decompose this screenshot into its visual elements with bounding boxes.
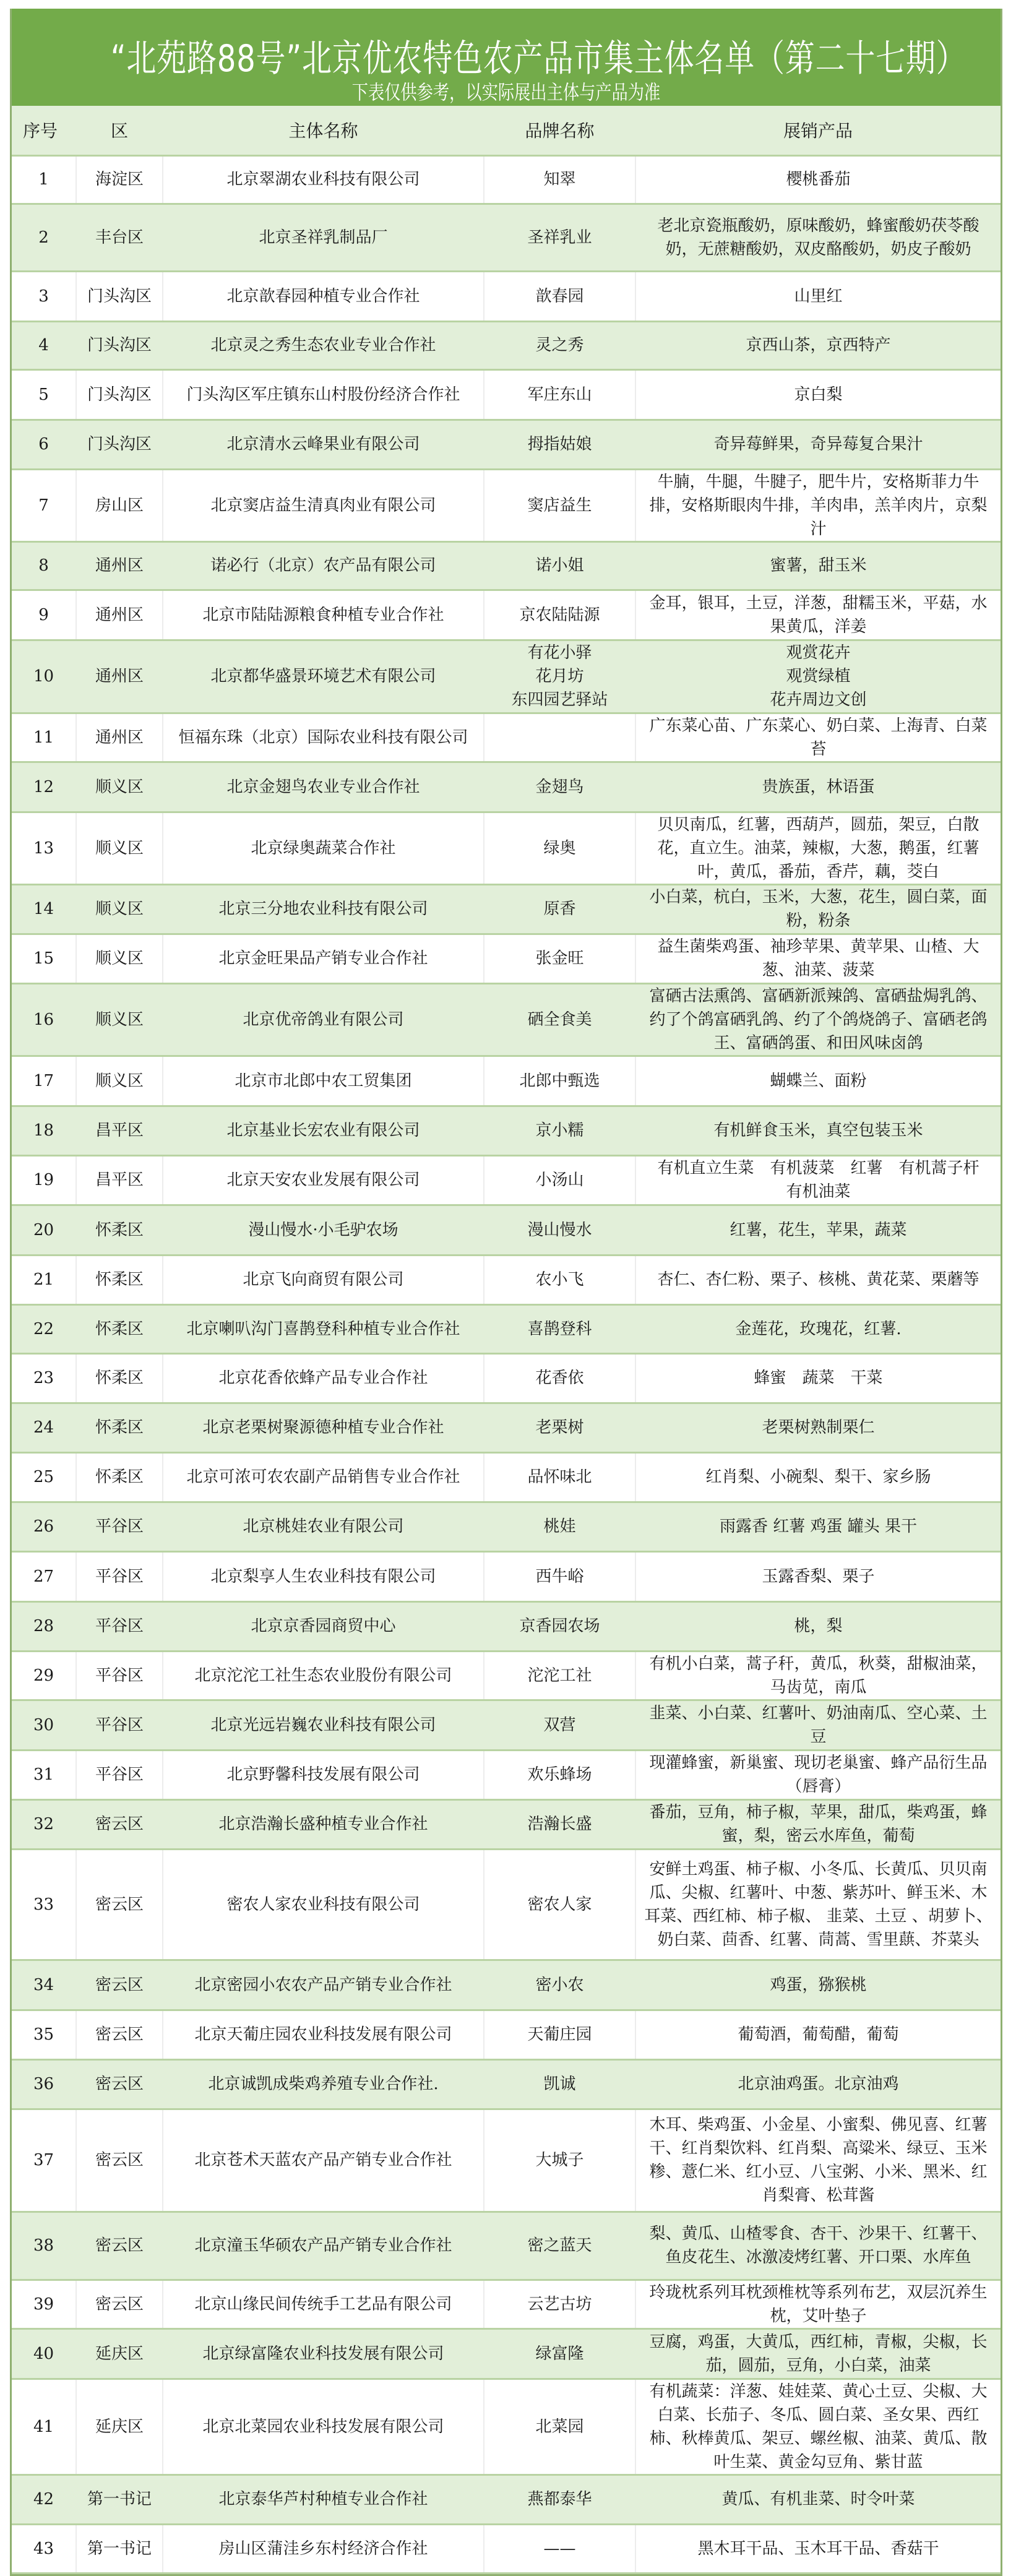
row-number: 34 xyxy=(33,1975,54,1994)
row-products: 有机小白菜，蒿子秆，黄瓜，秋葵，甜椒油菜，马齿苋，南瓜 xyxy=(635,1651,1001,1700)
row-entity-name: 北京绿奥蔬菜合作社 xyxy=(163,812,484,884)
row-brand-name: 军庄东山 xyxy=(484,369,635,420)
table-row xyxy=(12,934,1001,983)
table-row xyxy=(12,1452,1001,1502)
table-row xyxy=(12,983,1001,1056)
row-number: 19 xyxy=(33,1171,54,1189)
table-row xyxy=(12,1056,1001,1106)
row-products: 益生菌柴鸡蛋、袖珍苹果、黄苹果、山楂、大葱、油菜、菠菜 xyxy=(635,934,1001,983)
row-number: 16 xyxy=(33,1010,54,1029)
row-district: 通州区 xyxy=(76,541,163,590)
row-brand-name: 双营 xyxy=(484,1700,635,1750)
row-number: 26 xyxy=(33,1517,54,1536)
row-number: 4 xyxy=(38,336,49,355)
row-products: 京西山茶，京西特产 xyxy=(635,321,1001,369)
row-products: 梨、黄瓜、山楂零食、杏干、沙果干、红薯干、鱼皮花生、冰激凌烤红薯、开口栗、水库鱼 xyxy=(635,2212,1001,2280)
row-brand-name: 绿富隆 xyxy=(484,2328,635,2379)
row-number: 15 xyxy=(33,949,54,968)
table-row xyxy=(12,1255,1001,1304)
row-brand-name: 西牛峪 xyxy=(484,1551,635,1601)
row-products: 京白梨 xyxy=(635,369,1001,420)
row-entity-name: 北京花香依蜂产品专业合作社 xyxy=(163,1353,484,1403)
row-brand-name: 歆春园 xyxy=(484,271,635,321)
row-products: 黄瓜、有机韭菜、时令叶菜 xyxy=(635,2475,1001,2524)
table-row xyxy=(12,1601,1001,1651)
row-district: 平谷区 xyxy=(76,1551,163,1601)
row-entity-name: 北京光远岩巍农业科技有限公司 xyxy=(163,1700,484,1750)
row-district: 顺义区 xyxy=(76,983,163,1056)
row-number: 38 xyxy=(33,2236,54,2255)
header-entity: 主体名称 xyxy=(288,121,358,142)
row-products: 老北京瓷瓶酸奶，原味酸奶，蜂蜜酸奶茯苓酸奶，无蔗糖酸奶，双皮酪酸奶，奶皮子酸奶 xyxy=(635,204,1001,271)
row-brand-name: 张金旺 xyxy=(484,934,635,983)
row-entity-name: 北京金翅鸟农业专业合作社 xyxy=(163,762,484,812)
row-district: 延庆区 xyxy=(76,2379,163,2475)
row-products: 黑木耳干品、玉木耳干品、香菇干 xyxy=(635,2524,1001,2573)
table-row xyxy=(12,1551,1001,1601)
table-row xyxy=(12,812,1001,884)
row-district: 密云区 xyxy=(76,2059,163,2109)
row-district: 门头沟区 xyxy=(76,321,163,369)
row-number: 13 xyxy=(33,838,54,858)
row-entity-name: 北京清水云峰果业有限公司 xyxy=(163,420,484,469)
row-brand-name: 密之蓝天 xyxy=(484,2212,635,2280)
row-district: 密云区 xyxy=(76,2280,163,2328)
row-district: 密云区 xyxy=(76,1799,163,1849)
row-entity-name: 恒福东珠（北京）国际农业科技有限公司 xyxy=(163,713,484,762)
row-number: 21 xyxy=(33,1270,54,1289)
table-row xyxy=(12,1403,1001,1452)
row-entity-name: 北京苍术天蓝农产品产销专业合作社 xyxy=(163,2109,484,2212)
table-header-row xyxy=(12,106,1001,155)
row-entity-name: 北京泰华芦村种植专业合作社 xyxy=(163,2475,484,2524)
row-entity-name: 北京飞向商贸有限公司 xyxy=(163,1255,484,1304)
header-products: 展销产品 xyxy=(783,121,853,142)
row-entity-name: 北京野馨科技发展有限公司 xyxy=(163,1750,484,1799)
row-brand-name: 诺小姐 xyxy=(484,541,635,590)
table-row xyxy=(12,369,1001,420)
row-district: 密云区 xyxy=(76,2109,163,2212)
row-brand-name xyxy=(484,640,635,713)
row-products: 杏仁、杏仁粉、栗子、核桃、黄花菜、栗蘑等 xyxy=(635,1255,1001,1304)
row-entity-name: 北京桃娃农业有限公司 xyxy=(163,1502,484,1551)
page-subtitle: 下表仅供参考，以实际展出主体与产品为准 xyxy=(351,80,661,104)
row-district: 门头沟区 xyxy=(76,420,163,469)
row-entity-name: 北京歆春园种植专业合作社 xyxy=(163,271,484,321)
brand-line: 花月坊 xyxy=(535,667,584,686)
row-district: 怀柔区 xyxy=(76,1255,163,1304)
row-entity-name: 北京市陆陆源粮食种植专业合作社 xyxy=(163,590,484,640)
table-row xyxy=(12,2059,1001,2109)
row-number: 35 xyxy=(33,2025,54,2044)
row-products: 樱桃番茄 xyxy=(635,155,1001,204)
brand-line: 东四园艺驿站 xyxy=(511,691,608,709)
row-number: 29 xyxy=(33,1666,54,1685)
vendor-table xyxy=(12,106,1001,2574)
table-row xyxy=(12,204,1001,271)
table-row xyxy=(12,1205,1001,1255)
product-line: 观赏绿植 xyxy=(786,667,851,686)
row-products: 豆腐，鸡蛋，大黄瓜，西红柿，青椒，尖椒，长茄，圆茄，豆角，小白菜，油菜 xyxy=(635,2328,1001,2379)
row-brand-name: 小汤山 xyxy=(484,1155,635,1205)
row-brand-name: 京小糯 xyxy=(484,1106,635,1155)
row-number: 20 xyxy=(33,1220,54,1239)
row-products: 现灌蜂蜜，新巢蜜、现切老巢蜜、蜂产品衍生品（唇膏） xyxy=(635,1750,1001,1799)
row-district: 通州区 xyxy=(76,640,163,713)
row-entity-name: 北京可浓可农农副产品销售专业合作社 xyxy=(163,1452,484,1502)
row-products: 北京油鸡蛋。北京油鸡 xyxy=(635,2059,1001,2109)
row-products: 金莲花，玫瑰花，红薯. xyxy=(635,1304,1001,1353)
table-row xyxy=(12,469,1001,541)
row-entity-name: 北京灵之秀生态农业专业合作社 xyxy=(163,321,484,369)
row-products: 红薯，花生，苹果，蔬菜 xyxy=(635,1205,1001,1255)
row-products: 牛腩，牛腿，牛腱子，肥牛片，安格斯菲力牛排，安格斯眼肉牛排，羊肉串，羔羊肉片，京梨汁 xyxy=(635,469,1001,541)
row-products: 玲珑枕系列耳枕颈椎枕等系列布艺，双层沉养生枕，艾叶垫子 xyxy=(635,2280,1001,2328)
row-products: 广东菜心苗、广东菜心、奶白菜、上海青、白菜苔 xyxy=(635,713,1001,762)
row-entity-name: 北京老栗树聚源德种植专业合作社 xyxy=(163,1403,484,1452)
table-row xyxy=(12,1651,1001,1700)
row-entity-name: 北京翠湖农业科技有限公司 xyxy=(163,155,484,204)
row-brand-name: 喜鹊登科 xyxy=(484,1304,635,1353)
table-row xyxy=(12,590,1001,640)
row-district: 延庆区 xyxy=(76,2328,163,2379)
row-number: 25 xyxy=(33,1468,54,1486)
table-row xyxy=(12,640,1001,713)
row-entity-name: 北京京香园商贸中心 xyxy=(163,1601,484,1651)
row-district: 怀柔区 xyxy=(76,1452,163,1502)
row-products: 富硒古法熏鸽、富硒新派辣鸽、富硒盐焗乳鸽、约了个鸽富硒乳鸽、约了个鸽烧鸽子、富硒老鸽王、富硒鸽蛋、和田风味卤鸽 xyxy=(635,983,1001,1056)
row-number: 6 xyxy=(38,435,49,454)
row-products: 桃，梨 xyxy=(635,1601,1001,1651)
row-number: 14 xyxy=(33,900,54,918)
row-brand-name: 大城子 xyxy=(484,2109,635,2212)
row-district: 平谷区 xyxy=(76,1651,163,1700)
row-brand-name: 天葡庄园 xyxy=(484,2010,635,2059)
header-district: 区 xyxy=(110,121,128,142)
row-number: 18 xyxy=(33,1121,54,1140)
row-entity-name: 诺必行（北京）农产品有限公司 xyxy=(163,541,484,590)
table-body xyxy=(12,155,1001,2573)
row-entity-name: 北京优帝鸽业有限公司 xyxy=(163,983,484,1056)
row-number: 27 xyxy=(33,1567,54,1586)
row-district: 通州区 xyxy=(76,713,163,762)
row-entity-name: 北京山缘民间传统手工艺品有限公司 xyxy=(163,2280,484,2328)
row-products: 老栗树熟制栗仁 xyxy=(635,1403,1001,1452)
row-entity-name: 北京绿富隆农业科技发展有限公司 xyxy=(163,2328,484,2379)
market-list-sheet xyxy=(10,9,1002,2576)
row-products: 葡萄酒，葡萄醋，葡萄 xyxy=(635,2010,1001,2059)
row-products: 鸡蛋，猕猴桃 xyxy=(635,1960,1001,2010)
product-line: 观赏花卉 xyxy=(786,644,851,662)
row-products: 蜂蜜 蔬菜 干菜 xyxy=(635,1353,1001,1403)
row-number: 23 xyxy=(33,1369,54,1387)
row-district: 门头沟区 xyxy=(76,369,163,420)
row-products: 山里红 xyxy=(635,271,1001,321)
row-number: 41 xyxy=(33,2417,54,2436)
row-products: 有机直立生菜 有机菠菜 红薯 有机蒿子杆 有机油菜 xyxy=(635,1155,1001,1205)
row-products: 木耳、柴鸡蛋、小金星、小蜜梨、佛见喜、红薯干、红肖梨饮料、红肖梨、高粱米、绿豆、玉米糁、薏仁米、红小豆、八宝粥、小米、黑米、红肖梨膏、松茸酱 xyxy=(635,2109,1001,2212)
row-number: 12 xyxy=(33,777,54,796)
table-row xyxy=(12,2212,1001,2280)
row-entity-name: 北京梨享人生农业科技有限公司 xyxy=(163,1551,484,1601)
row-products: 贵族蛋，林语蛋 xyxy=(635,762,1001,812)
row-products: 番茄，豆角，柿子椒，苹果，甜瓜，柴鸡蛋，蜂蜜，梨，密云水库鱼，葡萄 xyxy=(635,1799,1001,1849)
row-entity-name: 北京天安农业发展有限公司 xyxy=(163,1155,484,1205)
row-number: 5 xyxy=(38,385,49,404)
row-products: 红肖梨、小碗梨、梨干、家乡肠 xyxy=(635,1452,1001,1502)
row-brand-name: 北郎中甄选 xyxy=(484,1056,635,1106)
table-row xyxy=(12,1849,1001,1960)
row-entity-name: 北京金旺果品产销专业合作社 xyxy=(163,934,484,983)
row-number: 10 xyxy=(33,667,54,686)
row-number: 2 xyxy=(38,228,49,247)
row-brand-name: 桃娃 xyxy=(484,1502,635,1551)
row-products: 韭菜、小白菜、红薯叶、奶油南瓜、空心菜、土豆 xyxy=(635,1700,1001,1750)
row-number: 17 xyxy=(33,1071,54,1090)
row-number: 39 xyxy=(33,2294,54,2314)
row-brand-name: 京农陆陆源 xyxy=(484,590,635,640)
row-number: 9 xyxy=(38,605,49,624)
product-line: 花卉周边文创 xyxy=(770,691,867,709)
table-row xyxy=(12,2379,1001,2475)
row-district: 顺义区 xyxy=(76,1056,163,1106)
row-district: 顺义区 xyxy=(76,934,163,983)
row-products: 蜜薯，甜玉米 xyxy=(635,541,1001,590)
row-brand-name: —— xyxy=(484,2524,635,2573)
row-entity-name: 门头沟区军庄镇东山村股份经济合作社 xyxy=(163,369,484,420)
row-entity-name: 北京北菜园农业科技发展有限公司 xyxy=(163,2379,484,2475)
row-products: 贝贝南瓜，红薯，西葫芦，圆茄，架豆，白散花，直立生。油菜，辣椒，大葱，鹅蛋，红薯叶，黄瓜，番茄，香芹，藕，茭白 xyxy=(635,812,1001,884)
row-brand-name: 北菜园 xyxy=(484,2379,635,2475)
row-district: 昌平区 xyxy=(76,1155,163,1205)
row-products: 蝴蝶兰、面粉 xyxy=(635,1056,1001,1106)
row-brand-name: 知翠 xyxy=(484,155,635,204)
row-number: 7 xyxy=(38,496,49,515)
header-brand: 品牌名称 xyxy=(525,121,595,142)
page-title: “北苑路88号”北京优农特色农产品市集主体名单（第二十七期） xyxy=(110,37,966,80)
row-district: 怀柔区 xyxy=(76,1304,163,1353)
row-number: 42 xyxy=(33,2490,54,2509)
title-banner xyxy=(12,9,1001,106)
row-district: 顺义区 xyxy=(76,812,163,884)
table-row xyxy=(12,1960,1001,2010)
row-number: 33 xyxy=(33,1895,54,1914)
row-entity-name: 密农人家农业科技有限公司 xyxy=(163,1849,484,1960)
row-brand-name: 硒全食美 xyxy=(484,983,635,1056)
table-row xyxy=(12,1106,1001,1155)
table-row xyxy=(12,762,1001,812)
table-row xyxy=(12,420,1001,469)
row-brand-name: 云艺古坊 xyxy=(484,2280,635,2328)
row-entity-name: 北京基业长宏农业有限公司 xyxy=(163,1106,484,1155)
row-number: 32 xyxy=(33,1815,54,1833)
row-district: 海淀区 xyxy=(76,155,163,204)
row-brand-name xyxy=(484,713,635,762)
row-district: 密云区 xyxy=(76,1849,163,1960)
table-row xyxy=(12,2109,1001,2212)
row-entity-name: 北京沱沱工社生态农业股份有限公司 xyxy=(163,1651,484,1700)
table-row xyxy=(12,1750,1001,1799)
table-row xyxy=(12,155,1001,204)
table-row xyxy=(12,1799,1001,1849)
row-entity-name: 北京浩瀚长盛种植专业合作社 xyxy=(163,1799,484,1849)
row-district: 怀柔区 xyxy=(76,1353,163,1403)
row-number: 36 xyxy=(33,2075,54,2093)
row-brand-name: 漫山慢水 xyxy=(484,1205,635,1255)
row-number: 37 xyxy=(33,2151,54,2169)
row-district: 平谷区 xyxy=(76,1502,163,1551)
row-district: 房山区 xyxy=(76,469,163,541)
row-number: 24 xyxy=(33,1418,54,1437)
row-entity-name: 北京都华盛景环境艺术有限公司 xyxy=(163,640,484,713)
table-row xyxy=(12,1502,1001,1551)
row-brand-name: 农小飞 xyxy=(484,1255,635,1304)
brand-line: 有花小驿 xyxy=(527,644,592,662)
row-district: 门头沟区 xyxy=(76,271,163,321)
row-brand-name: 金翅鸟 xyxy=(484,762,635,812)
row-brand-name: 燕都泰华 xyxy=(484,2475,635,2524)
table-row xyxy=(12,541,1001,590)
row-products: 小白菜，杭白，玉米，大葱，花生，圆白菜，面粉，粉条 xyxy=(635,884,1001,934)
row-district: 密云区 xyxy=(76,2212,163,2280)
row-number: 31 xyxy=(33,1765,54,1784)
row-brand-name: 灵之秀 xyxy=(484,321,635,369)
row-number: 22 xyxy=(33,1319,54,1338)
row-brand-name: 品怀味北 xyxy=(484,1452,635,1502)
row-district: 丰台区 xyxy=(76,204,163,271)
table-row xyxy=(12,2280,1001,2328)
row-products: 奇异莓鲜果，奇异莓复合果汁 xyxy=(635,420,1001,469)
table-row xyxy=(12,2328,1001,2379)
row-number: 8 xyxy=(38,556,49,575)
table-row xyxy=(12,2524,1001,2573)
row-products xyxy=(635,640,1001,713)
row-number: 3 xyxy=(38,286,49,306)
row-district: 密云区 xyxy=(76,1960,163,2010)
row-brand-name: 花香依 xyxy=(484,1353,635,1403)
row-entity-name: 北京潼玉华硕农产品产销专业合作社 xyxy=(163,2212,484,2280)
row-brand-name: 老栗树 xyxy=(484,1403,635,1452)
row-district: 顺义区 xyxy=(76,884,163,934)
row-district: 顺义区 xyxy=(76,762,163,812)
row-district: 怀柔区 xyxy=(76,1403,163,1452)
header-no: 序号 xyxy=(23,121,58,142)
row-products: 有机蔬菜：洋葱、娃娃菜、黄心土豆、尖椒、大白菜、长茄子、冬瓜、圆白菜、圣女果、西红柿、秋棒黄瓜、架豆、螺丝椒、油菜、黄瓜、散叶生菜、黄金勾豆角、紫甘蓝 xyxy=(635,2379,1001,2475)
row-number: 1 xyxy=(38,170,49,189)
row-brand-name: 圣祥乳业 xyxy=(484,204,635,271)
table-row xyxy=(12,1353,1001,1403)
row-products: 有机鲜食玉米，真空包装玉米 xyxy=(635,1106,1001,1155)
table-row xyxy=(12,1304,1001,1353)
row-district: 通州区 xyxy=(76,590,163,640)
row-number: 28 xyxy=(33,1617,54,1635)
row-products: 雨露香 红薯 鸡蛋 罐头 果干 xyxy=(635,1502,1001,1551)
row-entity-name: 北京市北郎中农工贸集团 xyxy=(163,1056,484,1106)
table-row xyxy=(12,2010,1001,2059)
row-number: 11 xyxy=(33,728,54,747)
row-products: 安鲜土鸡蛋、柿子椒、小冬瓜、长黄瓜、贝贝南瓜、尖椒、红薯叶、中葱、紫苏叶、鲜玉米、木耳菜、西红柿、柿子椒、 韭菜、土豆 、胡萝卜、奶白菜、茴香、红薯、茼蒿、雪里蕻、芥菜头 xyxy=(635,1849,1001,1960)
row-entity-name: 漫山慢水·小毛驴农场 xyxy=(163,1205,484,1255)
row-district: 密云区 xyxy=(76,2010,163,2059)
table-row xyxy=(12,321,1001,369)
row-entity-name: 房山区蒲洼乡东村经济合作社 xyxy=(163,2524,484,2573)
row-number: 43 xyxy=(33,2539,54,2558)
row-brand-name: 京香园农场 xyxy=(484,1601,635,1651)
row-number: 30 xyxy=(33,1715,54,1734)
row-products: 金耳，银耳，土豆，洋葱，甜糯玉米，平菇，水果黄瓜，洋姜 xyxy=(635,590,1001,640)
row-brand-name: 密农人家 xyxy=(484,1849,635,1960)
row-brand-name: 欢乐蜂场 xyxy=(484,1750,635,1799)
table-row xyxy=(12,1700,1001,1750)
row-entity-name: 北京圣祥乳制品厂 xyxy=(163,204,484,271)
table-row xyxy=(12,2475,1001,2524)
row-brand-name: 浩瀚长盛 xyxy=(484,1799,635,1849)
row-entity-name: 北京三分地农业科技有限公司 xyxy=(163,884,484,934)
row-entity-name: 北京窦店益生清真肉业有限公司 xyxy=(163,469,484,541)
row-entity-name: 北京喇叭沟门喜鹊登科种植专业合作社 xyxy=(163,1304,484,1353)
row-brand-name: 窦店益生 xyxy=(484,469,635,541)
row-district: 第一书记 xyxy=(76,2524,163,2573)
row-district: 第一书记 xyxy=(76,2475,163,2524)
table-row xyxy=(12,1155,1001,1205)
row-district: 平谷区 xyxy=(76,1601,163,1651)
row-entity-name: 北京诚凯成柴鸡养殖专业合作社. xyxy=(163,2059,484,2109)
row-number: 40 xyxy=(33,2344,54,2363)
row-brand-name: 沱沱工社 xyxy=(484,1651,635,1700)
row-district: 怀柔区 xyxy=(76,1205,163,1255)
row-brand-name: 拇指姑娘 xyxy=(484,420,635,469)
table-row xyxy=(12,884,1001,934)
row-district: 平谷区 xyxy=(76,1700,163,1750)
row-brand-name: 凯诚 xyxy=(484,2059,635,2109)
table-row xyxy=(12,271,1001,321)
row-entity-name: 北京密园小农农产品产销专业合作社 xyxy=(163,1960,484,2010)
table-row xyxy=(12,713,1001,762)
row-entity-name: 北京天葡庄园农业科技发展有限公司 xyxy=(163,2010,484,2059)
row-district: 平谷区 xyxy=(76,1750,163,1799)
row-brand-name: 绿奥 xyxy=(484,812,635,884)
row-products: 玉露香梨、栗子 xyxy=(635,1551,1001,1601)
row-brand-name: 原香 xyxy=(484,884,635,934)
row-district: 昌平区 xyxy=(76,1106,163,1155)
row-brand-name: 密小农 xyxy=(484,1960,635,2010)
